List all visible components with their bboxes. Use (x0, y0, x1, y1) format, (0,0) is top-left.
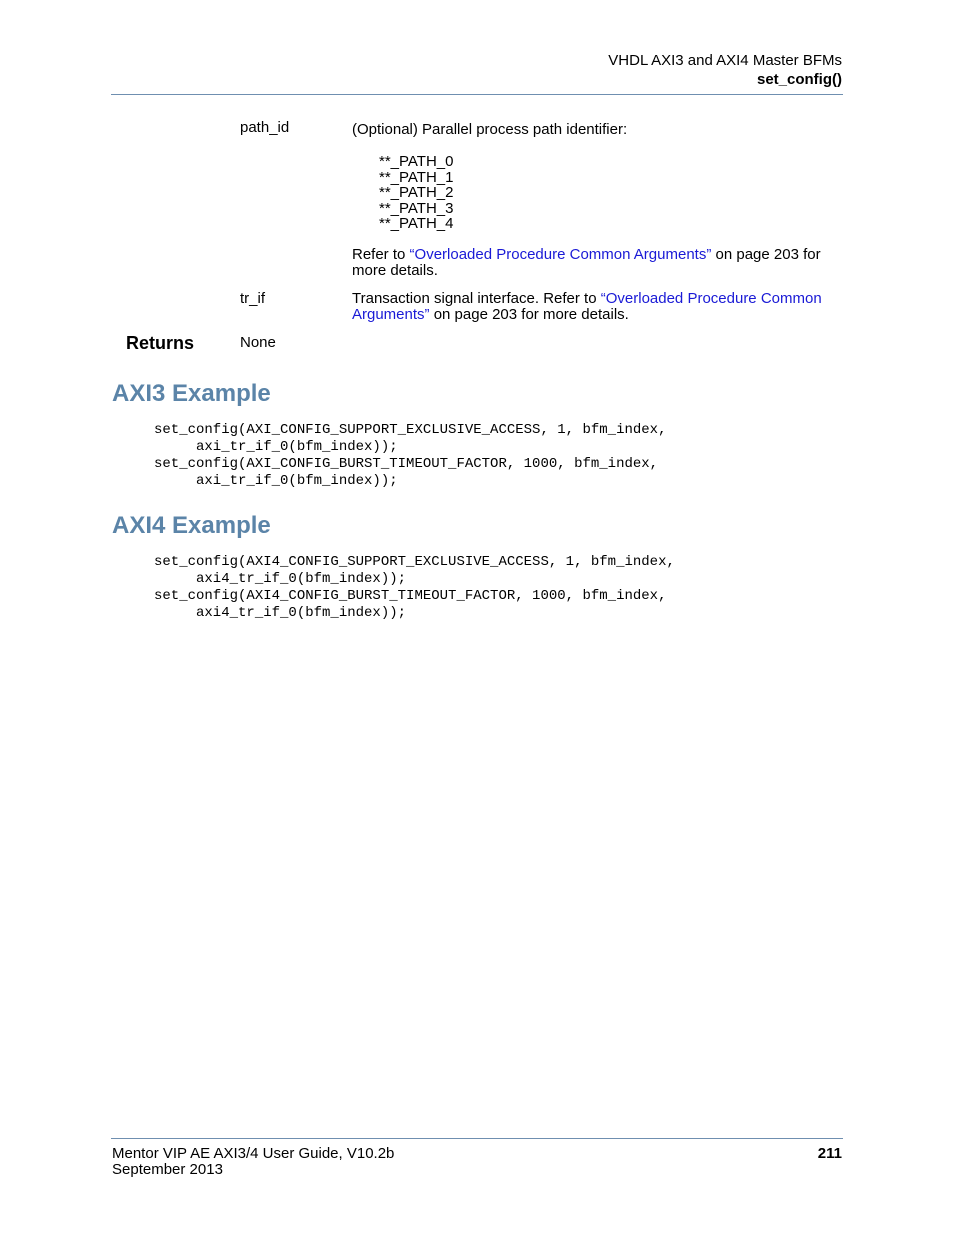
desc-prefix: Transaction signal interface. Refer to (352, 290, 601, 307)
axi3-example-heading: AXI3 Example (112, 380, 271, 407)
param-refer-path-id (352, 247, 844, 279)
returns-label: Returns (126, 333, 195, 353)
desc-suffix: on page 203 for more details. (429, 306, 629, 323)
header-rule (111, 94, 843, 95)
list-item: **_PATH_0 (379, 153, 454, 170)
param-desc-tr-if (352, 291, 844, 323)
refer-suffix: on page 203 for more details. (352, 246, 821, 279)
footer-date: September 2013 (112, 1161, 223, 1178)
page-number: 211 (817, 1145, 842, 1162)
cross-reference-link[interactable]: “Overloaded Procedure Common Arguments” (352, 290, 822, 323)
footer-doc-title: Mentor VIP AE AXI3/4 User Guide, V10.2b (112, 1145, 395, 1162)
param-desc-path-id: (Optional) Parallel process path identifier: (352, 121, 628, 138)
list-item: **_PATH_2 (379, 184, 454, 201)
running-header-subtitle: set_config() (756, 71, 842, 88)
axi4-code-block: set_config(AXI4_CONFIG_SUPPORT_EXCLUSIVE_ACCESS, 1, bfm_index, axi4_tr_if_0(bfm_index)); set_config(AXI4_CONFIG_BURST_TIMEOUT_FACTOR, 1000, bfm_index, axi4_tr_if_0(bfm_index)); (154, 554, 675, 621)
param-name-path-id: path_id (240, 119, 290, 136)
refer-prefix: Refer to (352, 246, 410, 263)
footer-rule (111, 1138, 843, 1139)
cross-reference-link[interactable]: “Overloaded Procedure Common Arguments” (409, 246, 712, 263)
list-item: **_PATH_4 (379, 215, 454, 232)
axi4-example-heading: AXI4 Example (112, 512, 271, 539)
axi3-code-block: set_config(AXI_CONFIG_SUPPORT_EXCLUSIVE_ACCESS, 1, bfm_index, axi_tr_if_0(bfm_index)); set_config(AXI_CONFIG_BURST_TIMEOUT_FACTOR, 1000, bfm_index, axi_tr_if_0(bfm_index)); (154, 422, 667, 489)
running-header-title: VHDL AXI3 and AXI4 Master BFMs (608, 52, 842, 69)
returns-value: None (240, 334, 276, 351)
param-name-tr-if: tr_if (240, 290, 266, 307)
list-item: **_PATH_1 (379, 168, 454, 186)
list-item: **_PATH_3 (379, 199, 454, 217)
path-id-values-list (379, 154, 453, 232)
